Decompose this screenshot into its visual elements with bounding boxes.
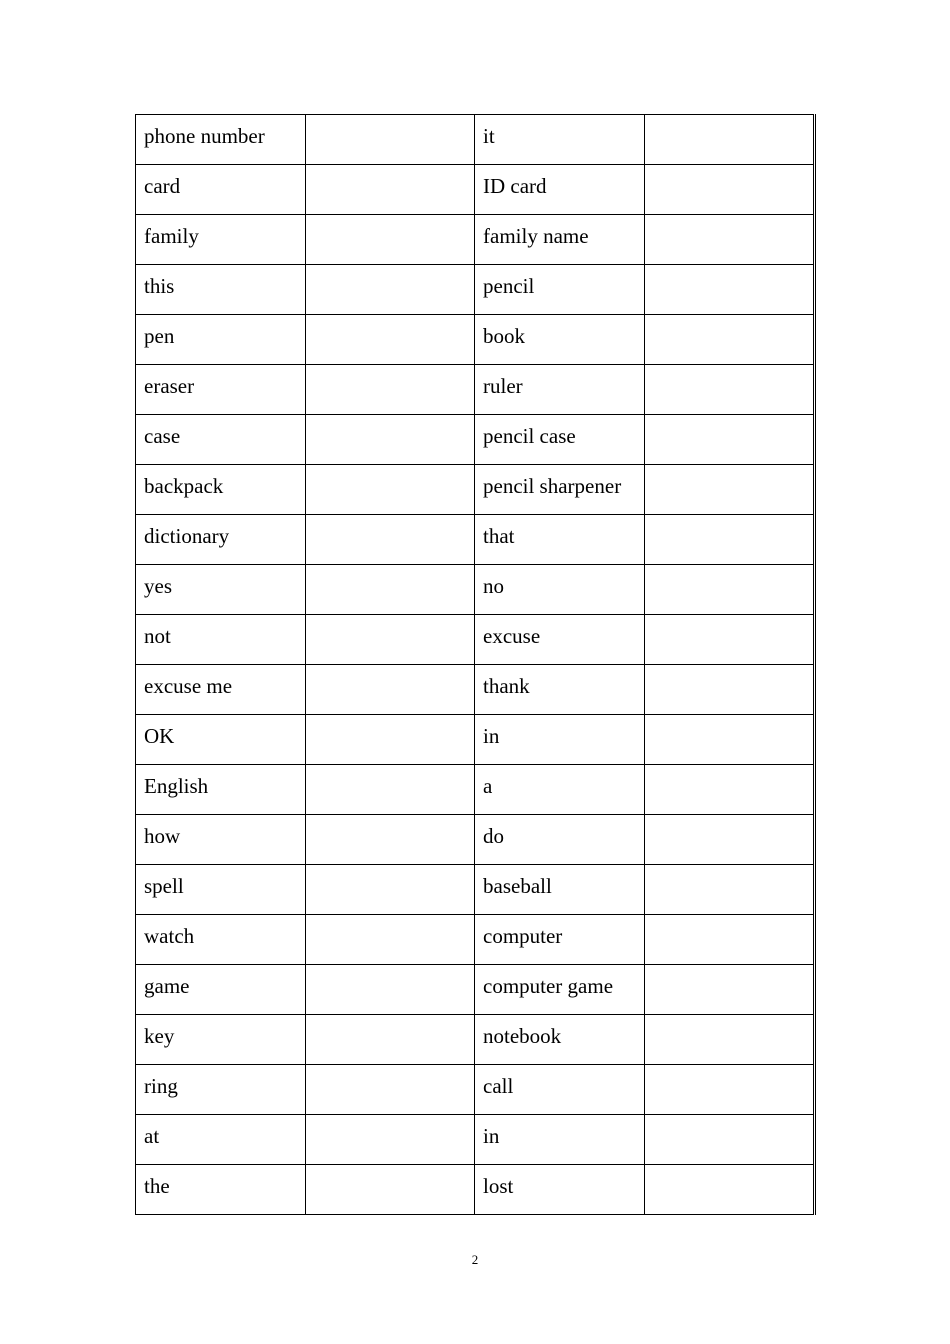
word-cell <box>136 1015 306 1065</box>
word-cell <box>475 1165 645 1215</box>
word-text: English <box>144 774 209 798</box>
word-text: not <box>144 624 171 648</box>
word-text: game <box>144 974 190 998</box>
word-cell <box>136 215 306 265</box>
answer-blank-cell[interactable] <box>306 1015 475 1065</box>
word-text: it <box>483 124 495 148</box>
word-cell <box>475 515 645 565</box>
word-cell <box>475 115 645 165</box>
vocabulary-table <box>135 114 816 1215</box>
word-cell <box>475 915 645 965</box>
word-cell <box>136 665 306 715</box>
answer-blank-cell[interactable] <box>645 1015 815 1065</box>
answer-blank-cell[interactable] <box>645 515 815 565</box>
word-cell <box>475 1065 645 1115</box>
word-text: at <box>144 1124 160 1148</box>
answer-blank-cell[interactable] <box>306 965 475 1015</box>
word-text: backpack <box>144 474 224 498</box>
answer-blank-cell[interactable] <box>645 915 815 965</box>
word-text: the <box>144 1174 170 1198</box>
word-text: yes <box>144 574 172 598</box>
answer-blank-cell[interactable] <box>306 1165 475 1215</box>
answer-blank-cell[interactable] <box>645 215 815 265</box>
word-text: key <box>144 1024 175 1048</box>
word-text: baseball <box>483 874 552 898</box>
word-cell <box>136 1115 306 1165</box>
answer-blank-cell[interactable] <box>645 865 815 915</box>
answer-blank-cell[interactable] <box>306 815 475 865</box>
answer-blank-cell[interactable] <box>645 315 815 365</box>
answer-blank-cell[interactable] <box>306 565 475 615</box>
word-cell <box>475 365 645 415</box>
table-row <box>136 1065 815 1115</box>
answer-blank-cell[interactable] <box>645 715 815 765</box>
answer-blank-cell[interactable] <box>306 415 475 465</box>
answer-blank-cell[interactable] <box>306 665 475 715</box>
answer-blank-cell[interactable] <box>306 465 475 515</box>
table-row <box>136 965 815 1015</box>
table-row <box>136 815 815 865</box>
word-cell <box>475 815 645 865</box>
word-cell <box>475 265 645 315</box>
answer-blank-cell[interactable] <box>645 1115 815 1165</box>
word-cell <box>136 115 306 165</box>
word-text: do <box>483 824 504 848</box>
word-cell <box>475 165 645 215</box>
table-row <box>136 665 815 715</box>
word-text: family <box>144 224 199 248</box>
word-text: in <box>483 1124 500 1148</box>
table-row <box>136 1015 815 1065</box>
table-row <box>136 615 815 665</box>
word-cell <box>136 1065 306 1115</box>
word-cell <box>136 515 306 565</box>
answer-blank-cell[interactable] <box>306 165 475 215</box>
answer-blank-cell[interactable] <box>645 1165 815 1215</box>
answer-blank-cell[interactable] <box>306 515 475 565</box>
word-cell <box>136 1165 306 1215</box>
word-text: in <box>483 724 500 748</box>
table-row <box>136 315 815 365</box>
word-cell <box>475 715 645 765</box>
word-text: call <box>483 1074 514 1098</box>
word-cell <box>136 465 306 515</box>
answer-blank-cell[interactable] <box>306 1065 475 1115</box>
word-text: OK <box>144 724 175 748</box>
answer-blank-cell[interactable] <box>645 165 815 215</box>
answer-blank-cell[interactable] <box>645 815 815 865</box>
answer-blank-cell[interactable] <box>306 1115 475 1165</box>
word-cell <box>136 715 306 765</box>
answer-blank-cell[interactable] <box>306 715 475 765</box>
word-cell <box>136 265 306 315</box>
word-text: a <box>483 774 493 798</box>
word-text: pencil case <box>483 424 576 448</box>
word-cell <box>475 215 645 265</box>
answer-blank-cell[interactable] <box>306 315 475 365</box>
table-row <box>136 915 815 965</box>
answer-blank-cell[interactable] <box>645 565 815 615</box>
word-text: how <box>144 824 181 848</box>
answer-blank-cell[interactable] <box>306 365 475 415</box>
word-cell <box>475 615 645 665</box>
answer-blank-cell[interactable] <box>306 915 475 965</box>
word-cell <box>475 565 645 615</box>
word-cell <box>475 415 645 465</box>
word-text: case <box>144 424 181 448</box>
word-text: family name <box>483 224 589 248</box>
answer-blank-cell[interactable] <box>306 115 475 165</box>
table-row <box>136 715 815 765</box>
word-text: pencil <box>483 274 535 298</box>
word-text: ruler <box>483 374 523 398</box>
answer-blank-cell[interactable] <box>645 965 815 1015</box>
word-cell <box>136 915 306 965</box>
answer-blank-cell[interactable] <box>645 665 815 715</box>
answer-blank-cell[interactable] <box>645 415 815 465</box>
word-cell <box>136 565 306 615</box>
word-text: excuse me <box>144 674 233 698</box>
answer-blank-cell[interactable] <box>645 1065 815 1115</box>
word-text: notebook <box>483 1024 562 1048</box>
word-cell <box>136 165 306 215</box>
table-row <box>136 1165 815 1215</box>
word-cell <box>475 865 645 915</box>
word-text: computer game <box>483 974 614 998</box>
answer-blank-cell[interactable] <box>645 765 815 815</box>
word-cell <box>475 315 645 365</box>
word-text: no <box>483 574 504 598</box>
word-cell <box>475 1115 645 1165</box>
word-cell <box>136 315 306 365</box>
answer-blank-cell[interactable] <box>306 865 475 915</box>
word-cell <box>136 615 306 665</box>
word-cell <box>475 765 645 815</box>
word-cell <box>475 665 645 715</box>
table-row <box>136 415 815 465</box>
word-text: computer <box>483 924 563 948</box>
answer-blank-cell[interactable] <box>306 765 475 815</box>
word-cell <box>475 465 645 515</box>
word-cell <box>136 365 306 415</box>
word-cell <box>136 815 306 865</box>
word-text: eraser <box>144 374 195 398</box>
table-row <box>136 515 815 565</box>
table-row <box>136 115 815 165</box>
word-text: ring <box>144 1074 178 1098</box>
word-text: spell <box>144 874 184 898</box>
word-text: pencil sharpener <box>483 474 622 498</box>
table-row <box>136 465 815 515</box>
word-text: thank <box>483 674 530 698</box>
answer-blank-cell[interactable] <box>645 615 815 665</box>
word-text: phone number <box>144 124 265 148</box>
word-text: that <box>483 524 515 548</box>
table-row <box>136 1115 815 1165</box>
answer-blank-cell[interactable] <box>645 265 815 315</box>
table-row <box>136 365 815 415</box>
table-row <box>136 765 815 815</box>
word-cell <box>475 965 645 1015</box>
table-row <box>136 865 815 915</box>
word-cell <box>136 415 306 465</box>
answer-blank-cell[interactable] <box>645 115 815 165</box>
word-text: watch <box>144 924 195 948</box>
word-text: book <box>483 324 525 348</box>
word-cell <box>136 765 306 815</box>
answer-blank-cell[interactable] <box>306 265 475 315</box>
vocabulary-table-body <box>136 115 815 1215</box>
word-text: card <box>144 174 181 198</box>
word-text: excuse <box>483 624 541 648</box>
table-row <box>136 265 815 315</box>
answer-blank-cell[interactable] <box>306 615 475 665</box>
word-text: dictionary <box>144 524 230 548</box>
word-cell <box>136 965 306 1015</box>
word-cell <box>136 865 306 915</box>
word-text: lost <box>483 1174 514 1198</box>
word-text: ID card <box>483 174 547 198</box>
word-cell <box>475 1015 645 1065</box>
word-text: this <box>144 274 175 298</box>
answer-blank-cell[interactable] <box>645 365 815 415</box>
answer-blank-cell[interactable] <box>306 215 475 265</box>
table-row <box>136 165 815 215</box>
table-row <box>136 565 815 615</box>
word-text: pen <box>144 324 175 348</box>
table-row <box>136 215 815 265</box>
page-number: 2 <box>471 1252 479 1267</box>
answer-blank-cell[interactable] <box>645 465 815 515</box>
